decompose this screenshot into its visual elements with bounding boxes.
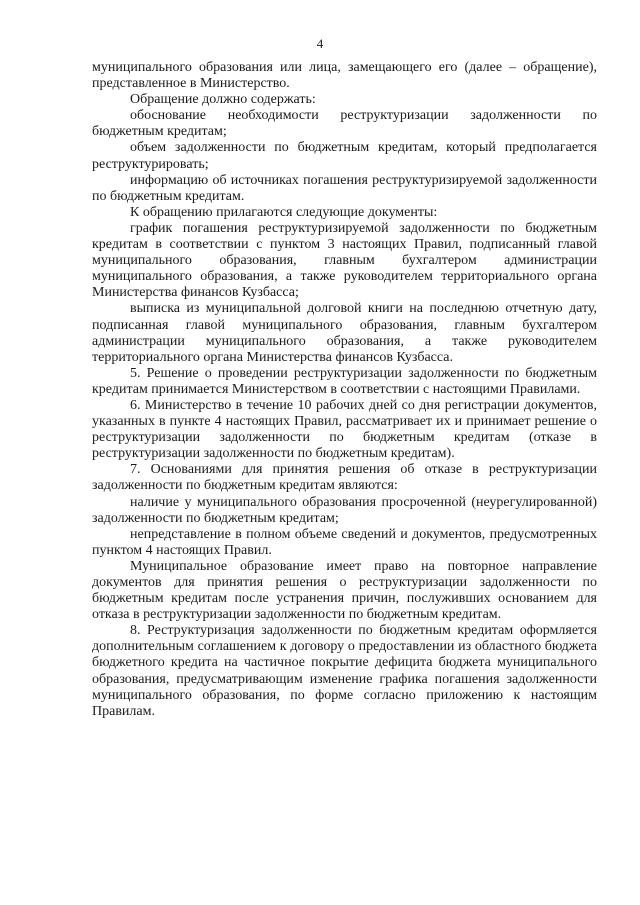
paragraph: 8. Реструктуризация задолженности по бюджетным кредитам оформляется дополнительным соглашением к договору о предоставлении из областного бюджета бюджетного кредита на частичное покрытие дефицита бюджета муниципального образования, предусматривающим изменение графика погашения задолженности муниципального образования, по форме согласно приложению к настоящим Правилам. [92, 623, 597, 719]
paragraph: график погашения реструктуризируемой задолженности по бюджетным кредитам в соответствии с пунктом 3 настоящих Правил, подписанный главой муниципального образования, главным бухгалтером администрации муниципального образования, а также руководителем территориального органа Министерства финансов Кузбасса; [92, 220, 597, 301]
page-number: 4 [316, 36, 324, 51]
paragraph: обоснование необходимости реструктуризации задолженности по бюджетным кредитам; [92, 108, 597, 140]
paragraph: муниципального образования или лица, замещающего его (далее – обращение), представленное в Министерство. [92, 60, 597, 92]
paragraph: наличие у муниципального образования просроченной (неурегулированной) задолженности по бюджетным кредитам; [92, 494, 597, 526]
document-body [92, 60, 597, 720]
paragraph: Обращение должно содержать: [130, 92, 316, 108]
paragraph: информацию об источниках погашения реструктуризируемой задолженности по бюджетным кредитам. [92, 172, 597, 204]
paragraph: К обращению прилагаются следующие документы: [130, 204, 438, 220]
paragraph: 6. Министерство в течение 10 рабочих дней со дня регистрации документов, указанных в пункте 4 настоящих Правил, рассматривает их и принимает решение о реструктуризации задолженности по бюджетным кредитам (отказе в реструктуризации задолженности по бюджетным кредитам). [92, 397, 597, 462]
paragraph: Муниципальное образование имеет право на повторное направление документов для принятия решения о реструктуризации задолженности по бюджетным кредитам после устранения причин, послуживших основанием для отказа в реструктуризации задолженности по бюджетным кредитам. [92, 558, 597, 623]
paragraph: выписка из муниципальной долговой книги на последнюю отчетную дату, подписанная главой муниципального образования, главным бухгалтером администрации муниципального образования, а также руководителем территориального органа Министерства финансов Кузбасса. [92, 301, 597, 365]
paragraph: непредставление в полном объеме сведений и документов, предусмотренных пунктом 4 настоящих Правил. [92, 526, 597, 558]
paragraph: объем задолженности по бюджетным кредитам, который предполагается реструктурировать; [92, 140, 597, 172]
paragraph: 5. Решение о проведении реструктуризации задолженности по бюджетным кредитам принимается Министерством в соответствии с настоящими Правилами. [92, 365, 597, 397]
paragraph: 7. Основаниями для принятия решения об отказе в реструктуризации задолженности по бюджетным кредитам являются: [92, 462, 597, 494]
